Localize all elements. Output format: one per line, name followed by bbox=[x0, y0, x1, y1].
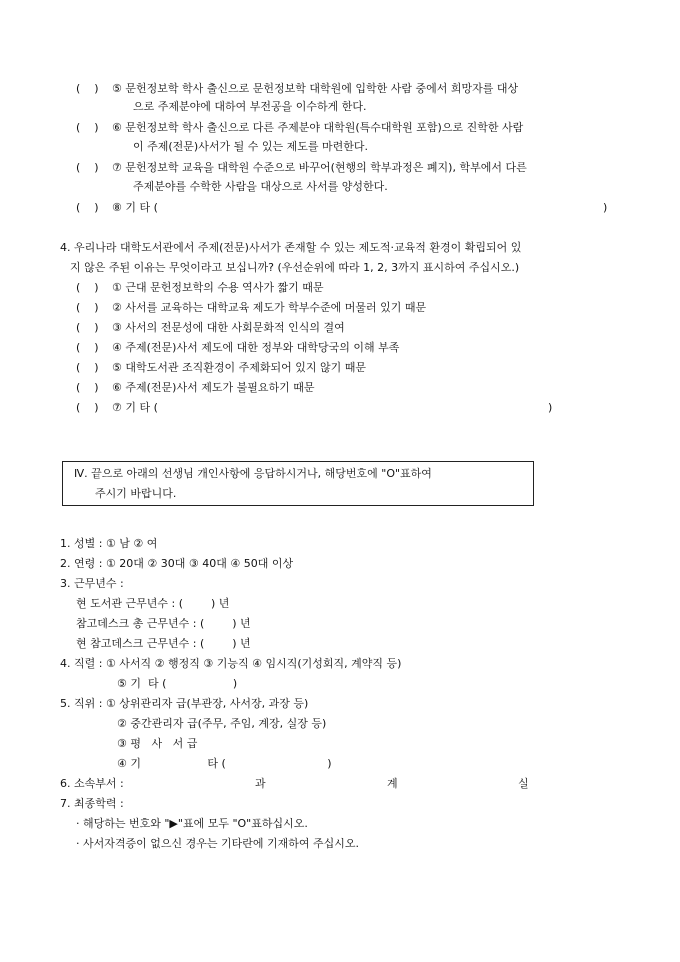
position-option-3: ③ 평 사 서 급 bbox=[117, 737, 198, 750]
department-suffix-sil: 실 bbox=[518, 777, 529, 790]
age-question: 2. 연령 : ① 20대 ② 30대 ③ 40대 ④ 50대 이상 bbox=[60, 557, 294, 570]
department-suffix-gwa: 과 bbox=[255, 777, 266, 790]
years-title: 3. 근무년수 : bbox=[60, 577, 124, 590]
position-option-4: ④ 기 타 ( ) bbox=[117, 757, 332, 770]
years-reference-total: 참고데스크 총 근무년수 : ( ) 년 bbox=[76, 617, 251, 630]
answer-blank[interactable]: ( ) bbox=[76, 121, 99, 134]
answer-blank[interactable]: ( ) bbox=[76, 301, 99, 314]
answer-blank[interactable]: ( ) bbox=[76, 381, 99, 394]
section-4-heading: Ⅳ. 끝으로 아래의 선생님 개인사항에 응답하시거나, 해당번호에 "O"표하여 bbox=[74, 467, 432, 480]
q3-option-8: ⑧ 기 타 ( bbox=[112, 201, 158, 214]
position-option-2: ② 중간관리자 급(주무, 주임, 계장, 실장 등) bbox=[117, 717, 327, 730]
q3-option-6-cont: 이 주제(전문)사서가 될 수 있는 제도를 마련한다. bbox=[133, 140, 368, 153]
q3-option-6: ⑥ 문헌정보학 학사 출신으로 다른 주제분야 대학원(특수대학원 포함)으로 진학한 사람 bbox=[112, 121, 524, 134]
q4-option-1: ① 근대 문헌정보학의 수용 역사가 짧기 때문 bbox=[112, 281, 324, 294]
department-label: 6. 소속부서 : bbox=[60, 777, 124, 790]
q3-option-5: ⑤ 문헌정보학 학사 출신으로 문헌정보학 대학원에 입학한 사람 중에서 희망자를 대상 bbox=[112, 82, 519, 95]
gender-question: 1. 성별 : ① 남 ② 여 bbox=[60, 537, 158, 550]
answer-blank[interactable]: ( ) bbox=[76, 201, 99, 214]
q4-option-2: ② 사서를 교육하는 대학교육 제도가 학부수준에 머물러 있기 때문 bbox=[112, 301, 427, 314]
job-series-other: ⑤ 기 타 ( ) bbox=[117, 677, 238, 690]
q4-option-4: ④ 주제(전문)사서 제도에 대한 정부와 대학당국의 이해 부족 bbox=[112, 341, 400, 354]
answer-blank[interactable]: ( ) bbox=[76, 361, 99, 374]
q4-question-cont: 지 않은 주된 이유는 무엇이라고 보십니까? (우선순위에 따라 1, 2, 3까지 표시하여 주십시오.) bbox=[70, 261, 520, 274]
education-note-2: · 사서자격증이 없으신 경우는 기타란에 기재하여 주십시오. bbox=[76, 837, 359, 850]
answer-blank[interactable]: ( ) bbox=[76, 82, 99, 95]
answer-blank[interactable]: ( ) bbox=[76, 341, 99, 354]
answer-blank[interactable]: ( ) bbox=[76, 321, 99, 334]
q4-option-6: ⑥ 주제(전문)사서 제도가 불필요하기 때문 bbox=[112, 381, 315, 394]
position-question: 5. 직위 : ① 상위관리자 급(부관장, 사서장, 과장 등) bbox=[60, 697, 309, 710]
department-suffix-gye: 계 bbox=[387, 777, 398, 790]
section-4-heading-cont: 주시기 바랍니다. bbox=[95, 487, 177, 500]
job-series-question: 4. 직렬 : ① 사서직 ② 행정직 ③ 기능직 ④ 임시직(기성회직, 계약직 등) bbox=[60, 657, 402, 670]
q3-option-7: ⑦ 문헌정보학 교육을 대학원 수준으로 바꾸어(현행의 학부과정은 폐지), 학부에서 다른 bbox=[112, 161, 527, 174]
q3-option-7-cont: 주제분야를 수학한 사람을 대상으로 사서를 양성한다. bbox=[133, 180, 388, 193]
years-reference-current: 현 참고데스크 근무년수 : ( ) 년 bbox=[76, 637, 251, 650]
answer-blank[interactable]: ( ) bbox=[76, 401, 99, 414]
q4-question: 4. 우리나라 대학도서관에서 주제(전문)사서가 존재할 수 있는 제도적·교육적 환경이 확립되어 있 bbox=[60, 241, 522, 254]
q4-option-5: ⑤ 대학도서관 조직환경이 주제화되어 있지 않기 때문 bbox=[112, 361, 366, 374]
education-note-1: · 해당하는 번호와 "▶"표에 모두 "O"표하십시오. bbox=[76, 817, 308, 830]
years-current-library: 현 도서관 근무년수 : ( ) 년 bbox=[76, 597, 230, 610]
close-paren: ) bbox=[548, 401, 553, 414]
education-title: 7. 최종학력 : bbox=[60, 797, 124, 810]
close-paren: ) bbox=[603, 201, 608, 214]
q4-option-7: ⑦ 기 타 ( bbox=[112, 401, 158, 414]
q3-option-5-cont: 으로 주제분야에 대하여 부전공을 이수하게 한다. bbox=[133, 100, 367, 113]
answer-blank[interactable]: ( ) bbox=[76, 281, 99, 294]
q4-option-3: ③ 사서의 전문성에 대한 사회문화적 인식의 결여 bbox=[112, 321, 345, 334]
answer-blank[interactable]: ( ) bbox=[76, 161, 99, 174]
